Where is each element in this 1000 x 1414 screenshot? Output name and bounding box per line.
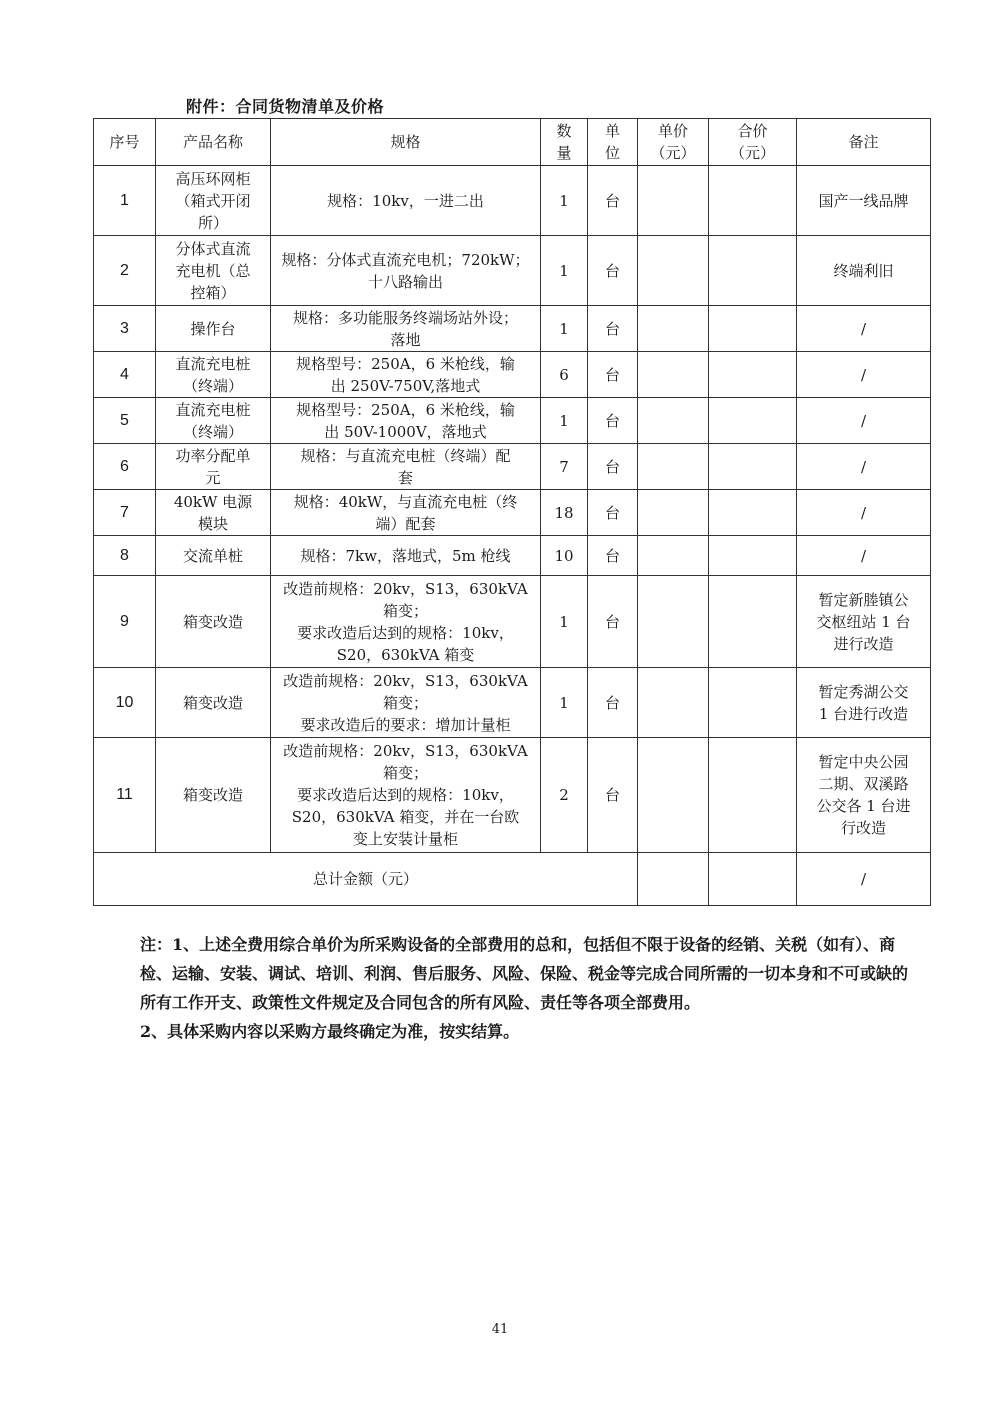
- cell-total-price: [709, 576, 797, 668]
- cell-qty: 1: [541, 398, 588, 444]
- cell-no: 3: [94, 306, 156, 352]
- cell-qty: 6: [541, 352, 588, 398]
- cell-qty: 1: [541, 306, 588, 352]
- cell-remark: 暂定秀湖公交 1 台进行改造: [797, 668, 931, 738]
- cell-product-name: 操作台: [156, 306, 271, 352]
- cell-remark: 国产一线品牌: [797, 166, 931, 236]
- total-remark: /: [797, 853, 931, 906]
- total-row: [94, 853, 931, 906]
- cell-product-name: 40kW 电源 模块: [156, 490, 271, 536]
- total-label: 总计金额（元）: [94, 853, 638, 906]
- goods-table: [93, 118, 931, 906]
- cell-product-name: 交流单桩: [156, 536, 271, 576]
- cell-spec: 改造前规格：20kv，S13，630kVA 箱变； 要求改造后达到的规格：10kv， S20，630kVA 箱变: [271, 576, 541, 668]
- cell-no: 6: [94, 444, 156, 490]
- document-title: 附件：合同货物清单及价格: [186, 97, 385, 116]
- header-remark: 备注: [797, 119, 931, 166]
- table-row: [94, 306, 931, 352]
- cell-qty: 1: [541, 236, 588, 306]
- cell-total-price: [709, 738, 797, 853]
- cell-unit-price: [638, 576, 709, 668]
- cell-spec: 规格：多功能服务终端场站外设； 落地: [271, 306, 541, 352]
- cell-qty: 2: [541, 738, 588, 853]
- cell-total-price: [709, 536, 797, 576]
- header-unit: 单 位: [588, 119, 638, 166]
- cell-unit: 台: [588, 166, 638, 236]
- cell-spec: 规格：与直流充电桩（终端）配 套: [271, 444, 541, 490]
- cell-remark: /: [797, 490, 931, 536]
- cell-no: 11: [94, 738, 156, 853]
- cell-product-name: 直流充电桩 （终端）: [156, 352, 271, 398]
- cell-unit: 台: [588, 352, 638, 398]
- cell-no: 7: [94, 490, 156, 536]
- cell-unit: 台: [588, 490, 638, 536]
- cell-unit: 台: [588, 306, 638, 352]
- cell-product-name: 功率分配单 元: [156, 444, 271, 490]
- cell-total-price: [709, 306, 797, 352]
- cell-spec: 改造前规格：20kv，S13，630kVA 箱变； 要求改造后达到的规格：10kv， S20，630kVA 箱变，并在一台欧 变上安装计量柜: [271, 738, 541, 853]
- cell-total-price: [709, 236, 797, 306]
- cell-total-price: [709, 166, 797, 236]
- cell-no: 9: [94, 576, 156, 668]
- cell-remark: /: [797, 352, 931, 398]
- cell-spec: 规格：40kW，与直流充电桩（终 端）配套: [271, 490, 541, 536]
- header-total-price: 合价 （元）: [709, 119, 797, 166]
- cell-total-price: [709, 352, 797, 398]
- page-number: 41: [491, 1322, 509, 1337]
- total-empty-cell: [638, 853, 709, 906]
- cell-qty: 1: [541, 668, 588, 738]
- cell-unit: 台: [588, 236, 638, 306]
- cell-unit: 台: [588, 576, 638, 668]
- cell-unit-price: [638, 352, 709, 398]
- table-row: [94, 490, 931, 536]
- cell-product-name: 直流充电桩 （终端）: [156, 398, 271, 444]
- header-spec: 规格: [271, 119, 541, 166]
- cell-unit: 台: [588, 444, 638, 490]
- cell-remark: 暂定中央公园 二期、双溪路 公交各 1 台进 行改造: [797, 738, 931, 853]
- note-2: 2、具体采购内容以采购方最终确定为准，按实结算。: [140, 1022, 520, 1041]
- header-unit-price: 单价 （元）: [638, 119, 709, 166]
- table-row: [94, 236, 931, 306]
- cell-no: 4: [94, 352, 156, 398]
- cell-product-name: 高压环网柜 （箱式开闭 所）: [156, 166, 271, 236]
- table-row: [94, 576, 931, 668]
- cell-unit-price: [638, 398, 709, 444]
- cell-spec: 规格：7kw，落地式，5m 枪线: [271, 536, 541, 576]
- table-header-row: [94, 119, 931, 166]
- cell-spec: 规格：分体式直流充电机；720kW； 十八路输出: [271, 236, 541, 306]
- cell-total-price: [709, 444, 797, 490]
- cell-unit: 台: [588, 738, 638, 853]
- cell-remark: 终端利旧: [797, 236, 931, 306]
- cell-no: 8: [94, 536, 156, 576]
- cell-qty: 7: [541, 444, 588, 490]
- cell-qty: 1: [541, 576, 588, 668]
- cell-no: 1: [94, 166, 156, 236]
- cell-unit: 台: [588, 536, 638, 576]
- cell-product-name: 分体式直流 充电机（总 控箱）: [156, 236, 271, 306]
- cell-unit: 台: [588, 668, 638, 738]
- cell-no: 2: [94, 236, 156, 306]
- total-value: [709, 853, 797, 906]
- cell-qty: 18: [541, 490, 588, 536]
- cell-spec: 改造前规格：20kv，S13，630kVA 箱变； 要求改造后的要求：增加计量柜: [271, 668, 541, 738]
- cell-product-name: 箱变改造: [156, 738, 271, 853]
- table-row: [94, 668, 931, 738]
- cell-unit-price: [638, 536, 709, 576]
- cell-unit-price: [638, 236, 709, 306]
- cell-remark: 暂定新塍镇公 交枢纽站 1 台 进行改造: [797, 576, 931, 668]
- cell-spec: 规格型号：250A，6 米枪线，输 出 50V-1000V，落地式: [271, 398, 541, 444]
- cell-total-price: [709, 398, 797, 444]
- cell-qty: 10: [541, 536, 588, 576]
- cell-remark: /: [797, 306, 931, 352]
- cell-no: 5: [94, 398, 156, 444]
- cell-unit-price: [638, 166, 709, 236]
- cell-total-price: [709, 668, 797, 738]
- cell-spec: 规格：10kv，一进二出: [271, 166, 541, 236]
- table-row: [94, 352, 931, 398]
- cell-unit: 台: [588, 398, 638, 444]
- note-1: 注：1、上述全费用综合单价为所采购设备的全部费用的总和，包括但不限于设备的经销、关税（如有）、商检、运输、安装、调试、培训、利润、售后服务、风险、保险、税金等完成合同所需的一切本身和不可或缺的所有工作开支、政策性文件规定及合同包含的所有风险、责任等各项全部费用。: [140, 935, 909, 1012]
- notes-section: [140, 930, 910, 1046]
- cell-remark: /: [797, 398, 931, 444]
- cell-unit-price: [638, 490, 709, 536]
- table-row: [94, 536, 931, 576]
- table-row: [94, 166, 931, 236]
- cell-unit-price: [638, 668, 709, 738]
- table-row: [94, 738, 931, 853]
- cell-total-price: [709, 490, 797, 536]
- cell-no: 10: [94, 668, 156, 738]
- table-body: [94, 166, 931, 853]
- cell-unit-price: [638, 444, 709, 490]
- cell-product-name: 箱变改造: [156, 576, 271, 668]
- cell-spec: 规格型号：250A，6 米枪线，输 出 250V-750V,落地式: [271, 352, 541, 398]
- cell-product-name: 箱变改造: [156, 668, 271, 738]
- cell-unit-price: [638, 738, 709, 853]
- table-row: [94, 444, 931, 490]
- header-product-name: 产品名称: [156, 119, 271, 166]
- cell-remark: /: [797, 536, 931, 576]
- cell-remark: /: [797, 444, 931, 490]
- header-qty: 数 量: [541, 119, 588, 166]
- cell-unit-price: [638, 306, 709, 352]
- table-row: [94, 398, 931, 444]
- cell-qty: 1: [541, 166, 588, 236]
- header-no: 序号: [94, 119, 156, 166]
